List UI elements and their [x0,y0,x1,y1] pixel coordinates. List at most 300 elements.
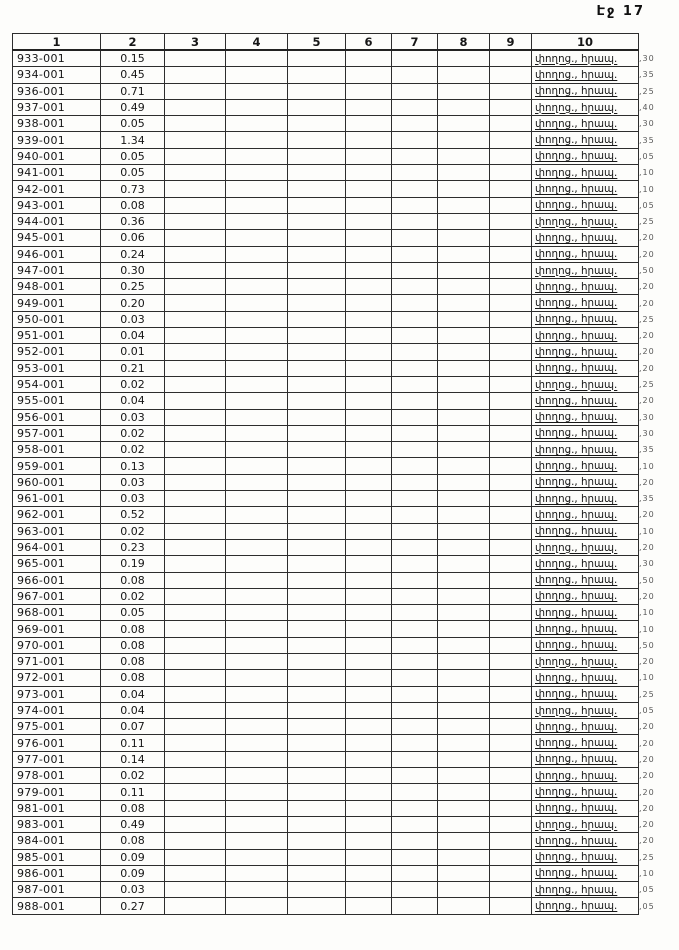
cell-empty [226,148,288,164]
cell-empty [438,784,490,800]
cell-empty [346,442,392,458]
cell-area-value: 0.04 [101,686,165,702]
cell-empty [438,719,490,735]
cell-empty [288,148,346,164]
cell-empty [490,197,532,213]
cell-empty [438,116,490,132]
cell-empty [490,605,532,621]
cell-area-value: 0.01 [101,344,165,360]
cell-usage-text: փողոց., հրապ. [532,474,639,490]
cell-empty [165,572,226,588]
cell-usage-text: փողոց., հրապ. [532,670,639,686]
cell-parcel-id: 952-001 [13,344,101,360]
column-header: 5 [288,34,346,51]
cell-empty [288,882,346,898]
cell-empty [438,686,490,702]
cell-usage-text: փողոց., հրապ. [532,279,639,295]
cell-empty [165,148,226,164]
cell-empty [226,67,288,83]
cell-area-value: 0.11 [101,784,165,800]
cell-empty [226,311,288,327]
cell-empty [392,148,438,164]
cell-area-value: 0.21 [101,360,165,376]
cell-parcel-id: 973-001 [13,686,101,702]
cell-empty [346,393,392,409]
cell-empty [346,116,392,132]
cell-area-value: 0.49 [101,99,165,115]
cell-empty [438,295,490,311]
page-number-label: Էջ 17 [596,4,645,19]
cell-empty [346,425,392,441]
cell-empty [165,816,226,832]
margin-annotation: ,10 [639,868,655,878]
table-row [13,588,673,604]
cell-empty [490,491,532,507]
cell-parcel-id: 977-001 [13,751,101,767]
cell-empty [392,833,438,849]
cell-parcel-id: 985-001 [13,849,101,865]
cell-empty [490,849,532,865]
cell-area-value: 0.13 [101,458,165,474]
cell-area-value: 0.09 [101,849,165,865]
cell-empty [346,572,392,588]
cell-empty [346,328,392,344]
margin-annotation: ,30 [639,412,655,422]
table-row [13,491,673,507]
cell-empty [392,507,438,523]
cell-empty [346,849,392,865]
margin-annotation: ,25 [639,852,655,862]
cell-empty [438,328,490,344]
cell-empty [346,165,392,181]
cell-empty [346,491,392,507]
table-row [13,50,673,67]
cell-area-value: 0.02 [101,376,165,392]
cell-area-value: 0.06 [101,230,165,246]
cell-empty [392,279,438,295]
cell-area-value: 0.20 [101,295,165,311]
column-header: 6 [346,34,392,51]
cell-empty [392,686,438,702]
margin-annotation: ,20 [639,477,655,487]
cell-empty [288,132,346,148]
cell-empty [165,328,226,344]
cell-empty [346,458,392,474]
margin-spacer [639,34,673,51]
cell-parcel-id: 964-001 [13,539,101,555]
margin-annotation: ,25 [639,314,655,324]
cell-empty [226,800,288,816]
table-row [13,376,673,392]
cell-empty [288,425,346,441]
cell-empty [392,116,438,132]
cell-empty [438,213,490,229]
cell-parcel-id: 984-001 [13,833,101,849]
cell-empty [438,491,490,507]
cell-empty [438,507,490,523]
cell-empty [226,197,288,213]
cell-empty [226,344,288,360]
cell-empty [438,344,490,360]
cell-empty [165,360,226,376]
margin-annotation: ,35 [639,70,655,80]
column-header: 1 [13,34,101,51]
cell-empty [438,262,490,278]
cell-empty [226,751,288,767]
data-table [12,33,673,915]
table-row [13,768,673,784]
cell-empty [288,833,346,849]
cell-empty [226,539,288,555]
cell-area-value: 0.27 [101,898,165,914]
cell-empty [438,751,490,767]
cell-usage-text: փողոց., հրապ. [532,246,639,262]
cell-empty [226,637,288,653]
cell-area-value: 0.36 [101,213,165,229]
cell-area-value: 0.08 [101,653,165,669]
cell-empty [490,213,532,229]
table-row [13,197,673,213]
cell-empty [438,67,490,83]
cell-area-value: 0.14 [101,751,165,767]
cell-empty [226,507,288,523]
cell-empty [165,458,226,474]
cell-empty [438,865,490,881]
cell-empty [165,165,226,181]
cell-empty [392,735,438,751]
cell-area-value: 0.04 [101,393,165,409]
cell-empty [392,800,438,816]
column-header: 3 [165,34,226,51]
cell-empty [288,507,346,523]
cell-usage-text: փողոց., հրապ. [532,262,639,278]
table-row [13,686,673,702]
cell-usage-text: փողոց., հրապ. [532,735,639,751]
cell-empty [490,393,532,409]
cell-empty [346,409,392,425]
cell-empty [226,882,288,898]
cell-usage-text: փողոց., հրապ. [532,719,639,735]
cell-empty [346,833,392,849]
cell-empty [392,262,438,278]
cell-empty [438,148,490,164]
cell-empty [438,360,490,376]
cell-empty [288,213,346,229]
cell-empty [490,458,532,474]
margin-annotation: ,10 [639,624,655,634]
table-row [13,556,673,572]
cell-empty [165,702,226,718]
cell-empty [288,409,346,425]
margin-annotation: ,40 [639,103,655,113]
cell-empty [490,816,532,832]
cell-empty [438,653,490,669]
margin-annotation: ,25 [639,689,655,699]
table-row [13,246,673,262]
cell-empty [226,735,288,751]
cell-area-value: 0.15 [101,50,165,67]
cell-empty [288,670,346,686]
cell-empty [165,507,226,523]
cell-empty [490,474,532,490]
cell-empty [392,83,438,99]
cell-empty [165,523,226,539]
cell-area-value: 0.05 [101,165,165,181]
column-header: 2 [101,34,165,51]
cell-empty [490,50,532,67]
cell-empty [490,246,532,262]
cell-empty [226,605,288,621]
margin-annotation: ,20 [639,249,655,259]
cell-empty [490,262,532,278]
table-row [13,213,673,229]
margin-annotation: ,10 [639,526,655,536]
cell-empty [346,474,392,490]
margin-annotation: ,20 [639,820,655,830]
cell-empty [165,181,226,197]
cell-usage-text: փողոց., հրապ. [532,181,639,197]
cell-empty [226,702,288,718]
margin-annotation: ,10 [639,168,655,178]
cell-empty [165,637,226,653]
cell-usage-text: փողոց., հրապ. [532,230,639,246]
cell-empty [490,344,532,360]
cell-empty [346,800,392,816]
cell-empty [392,393,438,409]
cell-empty [438,637,490,653]
cell-area-value: 0.30 [101,262,165,278]
cell-empty [226,132,288,148]
cell-empty [226,686,288,702]
cell-empty [165,344,226,360]
column-header: 10 [532,34,639,51]
cell-parcel-id: 936-001 [13,83,101,99]
cell-empty [165,491,226,507]
cell-parcel-id: 976-001 [13,735,101,751]
cell-area-value: 0.08 [101,670,165,686]
cell-usage-text: փողոց., հրապ. [532,621,639,637]
cell-empty [490,833,532,849]
cell-usage-text: փողոց., հրապ. [532,539,639,555]
cell-area-value: 0.03 [101,474,165,490]
cell-usage-text: փողոց., հրապ. [532,360,639,376]
cell-empty [392,865,438,881]
cell-empty [392,572,438,588]
table-row [13,865,673,881]
table-row [13,572,673,588]
cell-empty [392,588,438,604]
cell-empty [392,360,438,376]
cell-usage-text: փողոց., հրապ. [532,491,639,507]
cell-empty [438,702,490,718]
cell-empty [438,621,490,637]
cell-empty [165,425,226,441]
cell-area-value: 0.04 [101,702,165,718]
cell-empty [346,686,392,702]
cell-usage-text: փողոց., հրապ. [532,50,639,67]
cell-area-value: 1.34 [101,132,165,148]
table-body [13,50,673,914]
cell-usage-text: փողոց., հրապ. [532,751,639,767]
cell-parcel-id: 937-001 [13,99,101,115]
cell-empty [165,621,226,637]
margin-annotation: ,30 [639,559,655,569]
cell-parcel-id: 961-001 [13,491,101,507]
cell-usage-text: փողոց., հրապ. [532,605,639,621]
table-row [13,898,673,914]
cell-empty [288,393,346,409]
margin-annotation: ,05 [639,151,655,161]
cell-usage-text: փողոց., հրապ. [532,165,639,181]
cell-usage-text: փողոց., հրապ. [532,458,639,474]
cell-empty [346,148,392,164]
cell-usage-text: փողոց., հրապ. [532,132,639,148]
cell-area-value: 0.03 [101,491,165,507]
margin-annotation: ,30 [639,53,655,63]
cell-empty [288,246,346,262]
cell-empty [392,491,438,507]
cell-empty [226,425,288,441]
cell-area-value: 0.49 [101,816,165,832]
header-row [13,34,673,51]
margin-annotation: ,05 [639,200,655,210]
cell-empty [288,784,346,800]
cell-empty [346,735,392,751]
cell-area-value: 0.24 [101,246,165,262]
cell-empty [165,213,226,229]
cell-empty [392,556,438,572]
margin-annotation: ,20 [639,396,655,406]
cell-empty [392,670,438,686]
cell-parcel-id: 951-001 [13,328,101,344]
cell-empty [288,67,346,83]
cell-parcel-id: 945-001 [13,230,101,246]
cell-empty [346,882,392,898]
cell-empty [490,507,532,523]
table-row [13,458,673,474]
margin-annotation: ,05 [639,885,655,895]
cell-parcel-id: 944-001 [13,213,101,229]
cell-empty [346,768,392,784]
cell-usage-text: փողոց., հրապ. [532,898,639,914]
cell-empty [165,686,226,702]
cell-empty [438,409,490,425]
cell-empty [438,181,490,197]
cell-empty [392,213,438,229]
cell-usage-text: փողոց., հրապ. [532,213,639,229]
cell-empty [288,719,346,735]
cell-empty [288,491,346,507]
cell-empty [226,588,288,604]
margin-annotation: ,20 [639,510,655,520]
margin-annotation: ,30 [639,428,655,438]
cell-parcel-id: 956-001 [13,409,101,425]
cell-empty [226,83,288,99]
cell-area-value: 0.73 [101,181,165,197]
cell-empty [165,882,226,898]
cell-empty [346,670,392,686]
cell-usage-text: փողոց., հրապ. [532,816,639,832]
cell-empty [288,458,346,474]
cell-empty [346,262,392,278]
cell-parcel-id: 946-001 [13,246,101,262]
cell-parcel-id: 965-001 [13,556,101,572]
cell-usage-text: փողոց., հրապ. [532,702,639,718]
cell-parcel-id: 968-001 [13,605,101,621]
cell-empty [392,328,438,344]
cell-empty [226,719,288,735]
cell-empty [346,784,392,800]
margin-annotation: ,20 [639,298,655,308]
cell-empty [226,295,288,311]
table-row [13,262,673,278]
cell-empty [226,474,288,490]
margin-annotation: ,25 [639,217,655,227]
cell-empty [490,376,532,392]
cell-empty [288,279,346,295]
cell-empty [226,768,288,784]
cell-empty [165,311,226,327]
table-row [13,230,673,246]
cell-empty [165,262,226,278]
cell-parcel-id: 974-001 [13,702,101,718]
cell-empty [346,295,392,311]
cell-area-value: 0.08 [101,572,165,588]
cell-usage-text: փողոց., հրապ. [532,588,639,604]
cell-empty [288,539,346,555]
cell-empty [392,311,438,327]
cell-empty [438,898,490,914]
cell-parcel-id: 986-001 [13,865,101,881]
cell-empty [165,279,226,295]
cell-empty [288,768,346,784]
cell-area-value: 0.08 [101,637,165,653]
cell-area-value: 0.05 [101,605,165,621]
table-row [13,719,673,735]
cell-usage-text: փողոց., հրապ. [532,409,639,425]
cell-empty [392,181,438,197]
cell-area-value: 0.71 [101,83,165,99]
cell-empty [165,376,226,392]
cell-empty [438,442,490,458]
cell-parcel-id: 967-001 [13,588,101,604]
cell-empty [438,816,490,832]
cell-empty [346,523,392,539]
cell-empty [165,768,226,784]
table-row [13,360,673,376]
cell-empty [438,197,490,213]
cell-empty [288,165,346,181]
cell-empty [165,833,226,849]
cell-parcel-id: 987-001 [13,882,101,898]
cell-empty [438,458,490,474]
table-row [13,116,673,132]
table-row [13,67,673,83]
column-header: 4 [226,34,288,51]
cell-area-value: 0.08 [101,800,165,816]
cell-empty [165,588,226,604]
cell-parcel-id: 978-001 [13,768,101,784]
cell-usage-text: փողոց., հրապ. [532,556,639,572]
cell-empty [346,132,392,148]
cell-empty [392,230,438,246]
cell-empty [288,262,346,278]
cell-empty [392,621,438,637]
cell-empty [490,99,532,115]
cell-parcel-id: 949-001 [13,295,101,311]
table-row [13,539,673,555]
cell-empty [438,230,490,246]
